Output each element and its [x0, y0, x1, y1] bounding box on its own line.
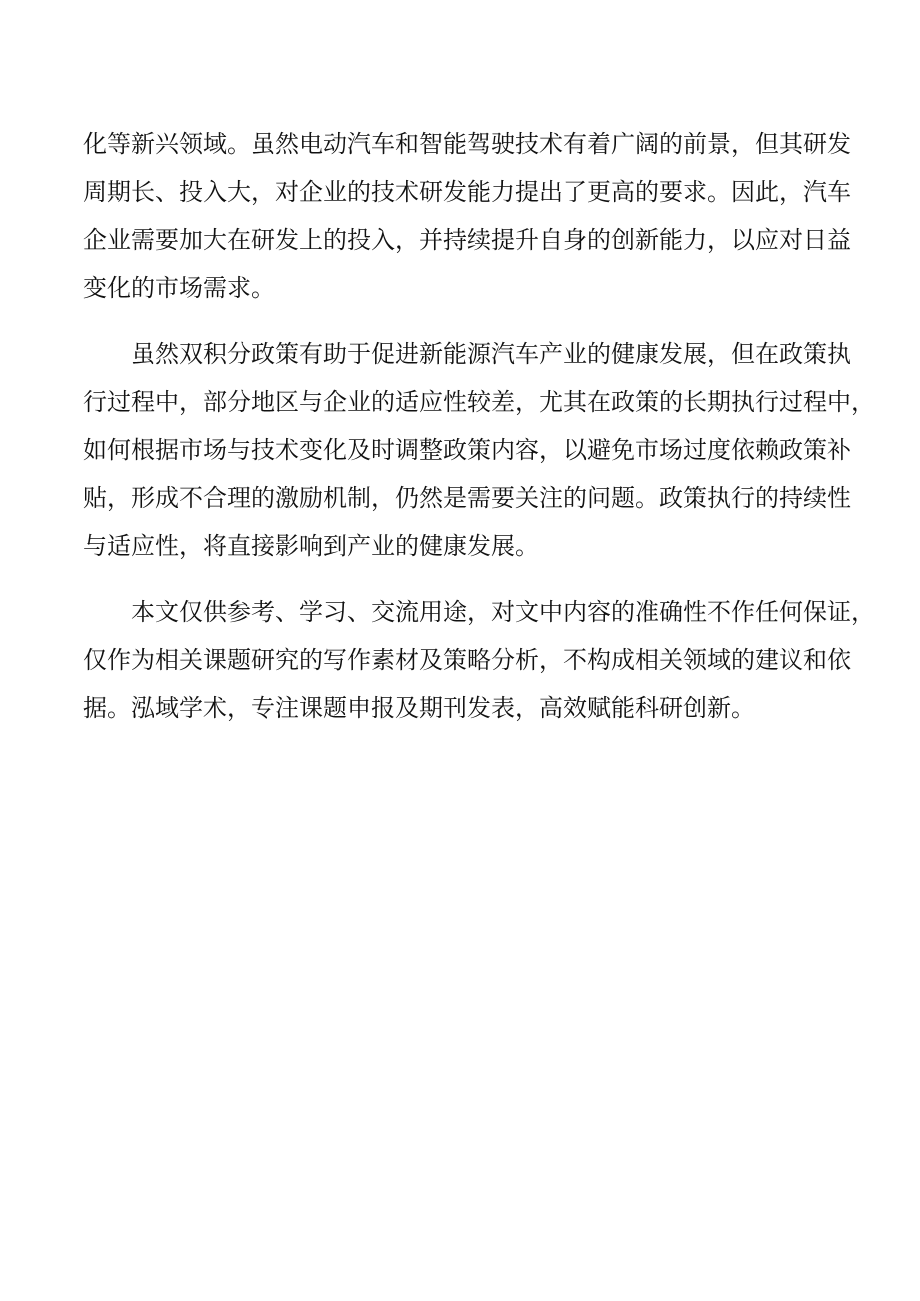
text-line: 化等新兴领域。虽然电动汽车和智能驾驶技术有着广阔的前景，但其研发	[83, 130, 851, 158]
paragraph-dual-credit-policy	[83, 330, 875, 570]
document-body	[83, 120, 875, 750]
text-line: 虽然双积分政策有助于促进新能源汽车产业的健康发展，但在政策执	[131, 340, 851, 368]
text-line: 本文仅供参考、学习、交流用途，对文中内容的准确性不作任何保证，	[131, 598, 875, 626]
text-line: 仅作为相关课题研究的写作素材及策略分析，不构成相关领域的建议和依	[83, 646, 851, 674]
text-line: 贴，形成不合理的激励机制，仍然是需要关注的问题。政策执行的持续性	[83, 484, 851, 512]
text-line: 据。泓域学术，专注课题申报及期刊发表，高效赋能科研创新。	[83, 694, 755, 722]
text-line: 周期长、投入大，对企业的技术研发能力提出了更高的要求。因此，汽车	[83, 178, 851, 206]
text-line: 与适应性，将直接影响到产业的健康发展。	[83, 532, 539, 560]
paragraph-disclaimer	[83, 588, 875, 732]
paragraph-ev-rnd	[83, 120, 851, 312]
text-line: 行过程中，部分地区与企业的适应性较差，尤其在政策的长期执行过程中，	[83, 388, 875, 416]
text-line: 如何根据市场与技术变化及时调整政策内容，以避免市场过度依赖政策补	[83, 436, 851, 464]
text-line: 企业需要加大在研发上的投入，并持续提升自身的创新能力，以应对日益	[83, 226, 851, 254]
text-line: 变化的市场需求。	[83, 274, 275, 302]
